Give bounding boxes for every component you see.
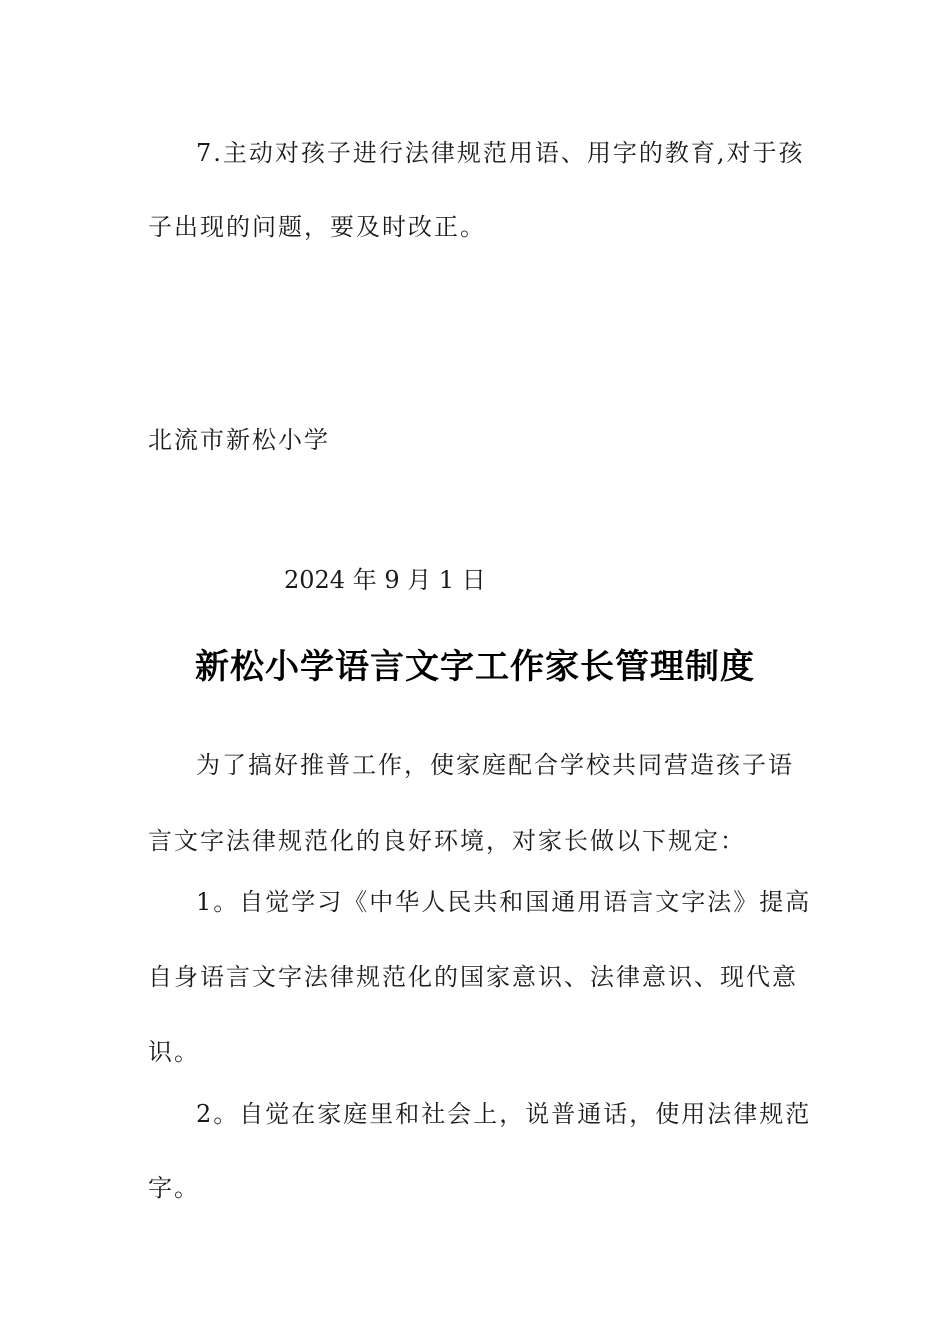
item1-line1: 1。自觉学习《中华人民共和国通用语言文字法》提高: [196, 888, 812, 916]
item7-line2: 子出现的问题，要及时改正。: [148, 213, 486, 241]
item7-line1: 7.主动对孩子进行法律规范用语、用字的教育,对于孩: [196, 139, 805, 167]
item1-line3: 识。: [148, 1038, 200, 1066]
item1-line2: 自身语言文字法律规范化的国家意识、法律意识、现代意: [148, 963, 798, 991]
school-signature: 北流市新松小学: [148, 426, 330, 454]
document-title: 新松小学语言文字工作家长管理制度: [195, 647, 755, 687]
signature-date: 2024 年 9 月 1 日: [284, 566, 486, 594]
intro-line1: 为了搞好推普工作，使家庭配合学校共同营造孩子语: [196, 751, 794, 779]
item2-line2: 字。: [148, 1174, 200, 1202]
item2-line1: 2。自觉在家庭里和社会上，说普通话，使用法律规范: [196, 1100, 812, 1128]
intro-line2: 言文字法律规范化的良好环境，对家长做以下规定：: [148, 827, 746, 855]
